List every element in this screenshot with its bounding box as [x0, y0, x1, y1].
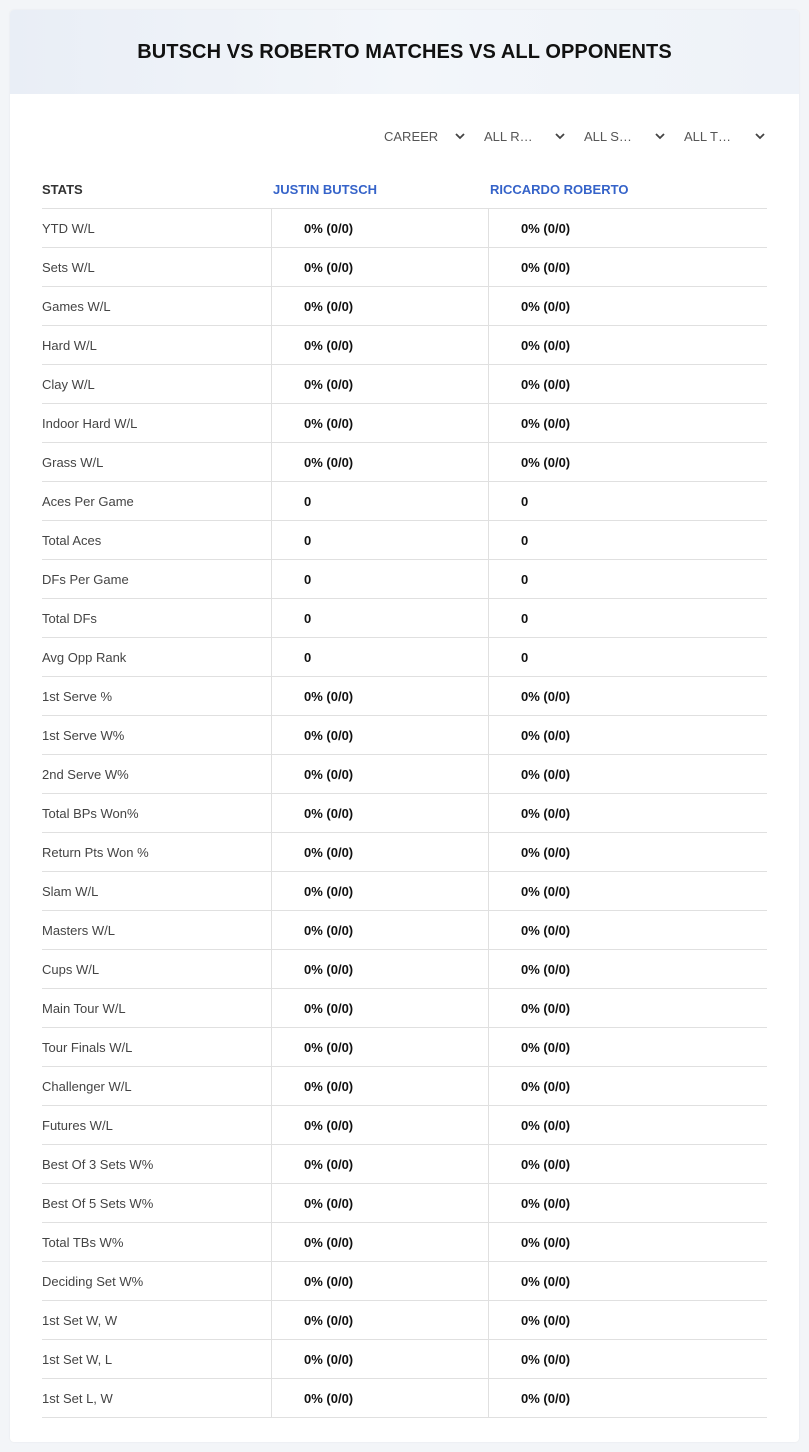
stat-label: Hard W/L: [42, 326, 272, 364]
player2-value: 0% (0/0): [521, 883, 571, 899]
player1-value: 0% (0/0): [272, 1223, 489, 1261]
player1-link[interactable]: JUSTIN BUTSCH: [273, 181, 378, 197]
player1-value: 0% (0/0): [272, 1184, 489, 1222]
table-row: [42, 833, 767, 872]
player2-value: 0% (0/0): [521, 727, 571, 743]
stat-label: Futures W/L: [42, 1106, 272, 1144]
table-row: [42, 1106, 767, 1145]
stat-label: Total DFs: [42, 599, 272, 637]
stat-label: Aces Per Game: [42, 482, 272, 520]
filter-select-0[interactable]: [380, 126, 480, 146]
player2-value: 0% (0/0): [521, 1195, 571, 1211]
player1-value: 0% (0/0): [272, 1106, 489, 1144]
table-row: [42, 1340, 767, 1379]
table-row: [42, 365, 767, 404]
player1-value: 0% (0/0): [272, 833, 489, 871]
stat-label: 1st Set W, L: [42, 1340, 272, 1378]
player2-value: 0: [521, 571, 529, 587]
stat-label: Deciding Set W%: [42, 1262, 272, 1300]
table-row: [42, 521, 767, 560]
table-row: [42, 677, 767, 716]
player2-value: 0% (0/0): [521, 766, 571, 782]
table-row: [42, 209, 767, 248]
player2-value: 0% (0/0): [521, 1156, 571, 1172]
player2-value: 0% (0/0): [521, 220, 571, 236]
table-row: [42, 1028, 767, 1067]
table-row: [42, 872, 767, 911]
table-row: [42, 1223, 767, 1262]
table-row: [42, 1262, 767, 1301]
player1-value: 0% (0/0): [272, 287, 489, 325]
stat-label: Best Of 3 Sets W%: [42, 1145, 272, 1183]
table-row: [42, 443, 767, 482]
stat-label: Slam W/L: [42, 872, 272, 910]
table-row: [42, 248, 767, 287]
filter-label: ALL T…: [684, 128, 731, 144]
stat-label: 1st Serve W%: [42, 716, 272, 754]
player1-value: 0% (0/0): [272, 443, 489, 481]
stat-label: Tour Finals W/L: [42, 1028, 272, 1066]
stat-label: Grass W/L: [42, 443, 272, 481]
chevron-down-icon: [752, 128, 768, 144]
player2-value: 0: [521, 532, 529, 548]
player2-value: 0% (0/0): [521, 376, 571, 392]
filter-bar: [380, 126, 780, 146]
table-row: [42, 716, 767, 755]
table-row: [42, 599, 767, 638]
filter-label: ALL S…: [584, 128, 632, 144]
table-row: [42, 560, 767, 599]
player1-value: 0% (0/0): [272, 1028, 489, 1066]
player1-value: 0% (0/0): [272, 1301, 489, 1339]
table-row: [42, 755, 767, 794]
table-row: [42, 638, 767, 677]
player1-value: 0% (0/0): [272, 209, 489, 247]
player1-value: 0: [272, 560, 489, 598]
stat-label: Total Aces: [42, 521, 272, 559]
player2-value: 0% (0/0): [521, 1078, 571, 1094]
player2-value: 0% (0/0): [521, 688, 571, 704]
stat-label: Total TBs W%: [42, 1223, 272, 1261]
player1-value: 0% (0/0): [272, 365, 489, 403]
player1-value: 0: [272, 638, 489, 676]
stat-label: Main Tour W/L: [42, 989, 272, 1027]
player1-value: 0% (0/0): [272, 677, 489, 715]
player2-value: 0% (0/0): [521, 844, 571, 860]
chevron-down-icon: [552, 128, 568, 144]
player1-value: 0% (0/0): [272, 911, 489, 949]
stat-label: 2nd Serve W%: [42, 755, 272, 793]
player2-value: 0% (0/0): [521, 415, 571, 431]
player1-value: 0% (0/0): [272, 326, 489, 364]
player2-value: 0% (0/0): [521, 1390, 571, 1406]
table-row: [42, 326, 767, 365]
player2-value: 0% (0/0): [521, 1351, 571, 1367]
stat-label: Total BPs Won%: [42, 794, 272, 832]
player2-value: 0: [521, 610, 529, 626]
player2-value: 0% (0/0): [521, 1000, 571, 1016]
stat-label: Masters W/L: [42, 911, 272, 949]
stat-label: Sets W/L: [42, 248, 272, 286]
table-row: [42, 404, 767, 443]
player1-value: 0: [272, 521, 489, 559]
player2-value: 0% (0/0): [521, 298, 571, 314]
stat-label: Avg Opp Rank: [42, 638, 272, 676]
filter-select-2[interactable]: [580, 126, 680, 146]
player2-value: 0% (0/0): [521, 922, 571, 938]
chevron-down-icon: [452, 128, 468, 144]
filter-select-3[interactable]: [680, 126, 780, 146]
player2-value: 0% (0/0): [521, 337, 571, 353]
chevron-down-icon: [652, 128, 668, 144]
table-row: [42, 794, 767, 833]
player1-value: 0% (0/0): [272, 248, 489, 286]
table-row: [42, 950, 767, 989]
filter-label: ALL R…: [484, 128, 533, 144]
page-header: [10, 10, 799, 94]
stat-label: DFs Per Game: [42, 560, 272, 598]
player2-value: 0: [521, 493, 529, 509]
player1-value: 0% (0/0): [272, 1340, 489, 1378]
table-header: [42, 170, 767, 208]
stat-label: 1st Serve %: [42, 677, 272, 715]
player1-value: 0% (0/0): [272, 872, 489, 910]
player1-value: 0% (0/0): [272, 755, 489, 793]
player1-value: 0% (0/0): [272, 1379, 489, 1417]
player1-value: 0% (0/0): [272, 989, 489, 1027]
player1-value: 0% (0/0): [272, 404, 489, 442]
player1-value: 0: [272, 482, 489, 520]
page-title: BUTSCH VS ROBERTO MATCHES VS ALL OPPONENTS: [137, 40, 672, 63]
stat-label: Challenger W/L: [42, 1067, 272, 1105]
table-row: [42, 287, 767, 326]
player2-value: 0% (0/0): [521, 1273, 571, 1289]
stat-label: 1st Set L, W: [42, 1379, 272, 1417]
player2-value: 0% (0/0): [521, 1117, 571, 1133]
stat-label: 1st Set W, W: [42, 1301, 272, 1339]
table-row: [42, 1301, 767, 1340]
player1-value: 0% (0/0): [272, 1067, 489, 1105]
player1-value: 0% (0/0): [272, 1145, 489, 1183]
stat-label: Indoor Hard W/L: [42, 404, 272, 442]
stats-table: [42, 208, 767, 1418]
stat-label: Return Pts Won %: [42, 833, 272, 871]
filter-label: CAREER: [384, 128, 439, 144]
stat-label: Best Of 5 Sets W%: [42, 1184, 272, 1222]
player2-value: 0: [521, 649, 529, 665]
table-row: [42, 482, 767, 521]
player1-value: 0% (0/0): [272, 716, 489, 754]
stat-label: Cups W/L: [42, 950, 272, 988]
player1-value: 0: [272, 599, 489, 637]
filter-select-1[interactable]: [480, 126, 580, 146]
player2-value: 0% (0/0): [521, 259, 571, 275]
player1-value: 0% (0/0): [272, 1262, 489, 1300]
stats-column-header: STATS: [42, 181, 83, 197]
player2-value: 0% (0/0): [521, 1039, 571, 1055]
table-row: [42, 1184, 767, 1223]
stat-label: Clay W/L: [42, 365, 272, 403]
player1-value: 0% (0/0): [272, 794, 489, 832]
player2-value: 0% (0/0): [521, 961, 571, 977]
table-row: [42, 1379, 767, 1418]
player2-link[interactable]: RICCARDO ROBERTO: [490, 181, 629, 197]
player2-value: 0% (0/0): [521, 805, 571, 821]
table-row: [42, 911, 767, 950]
table-row: [42, 989, 767, 1028]
player2-value: 0% (0/0): [521, 454, 571, 470]
stat-label: Games W/L: [42, 287, 272, 325]
player2-value: 0% (0/0): [521, 1234, 571, 1250]
player1-value: 0% (0/0): [272, 950, 489, 988]
table-row: [42, 1067, 767, 1106]
stat-label: YTD W/L: [42, 209, 272, 247]
player2-value: 0% (0/0): [521, 1312, 571, 1328]
stats-card: [10, 10, 799, 1442]
table-row: [42, 1145, 767, 1184]
